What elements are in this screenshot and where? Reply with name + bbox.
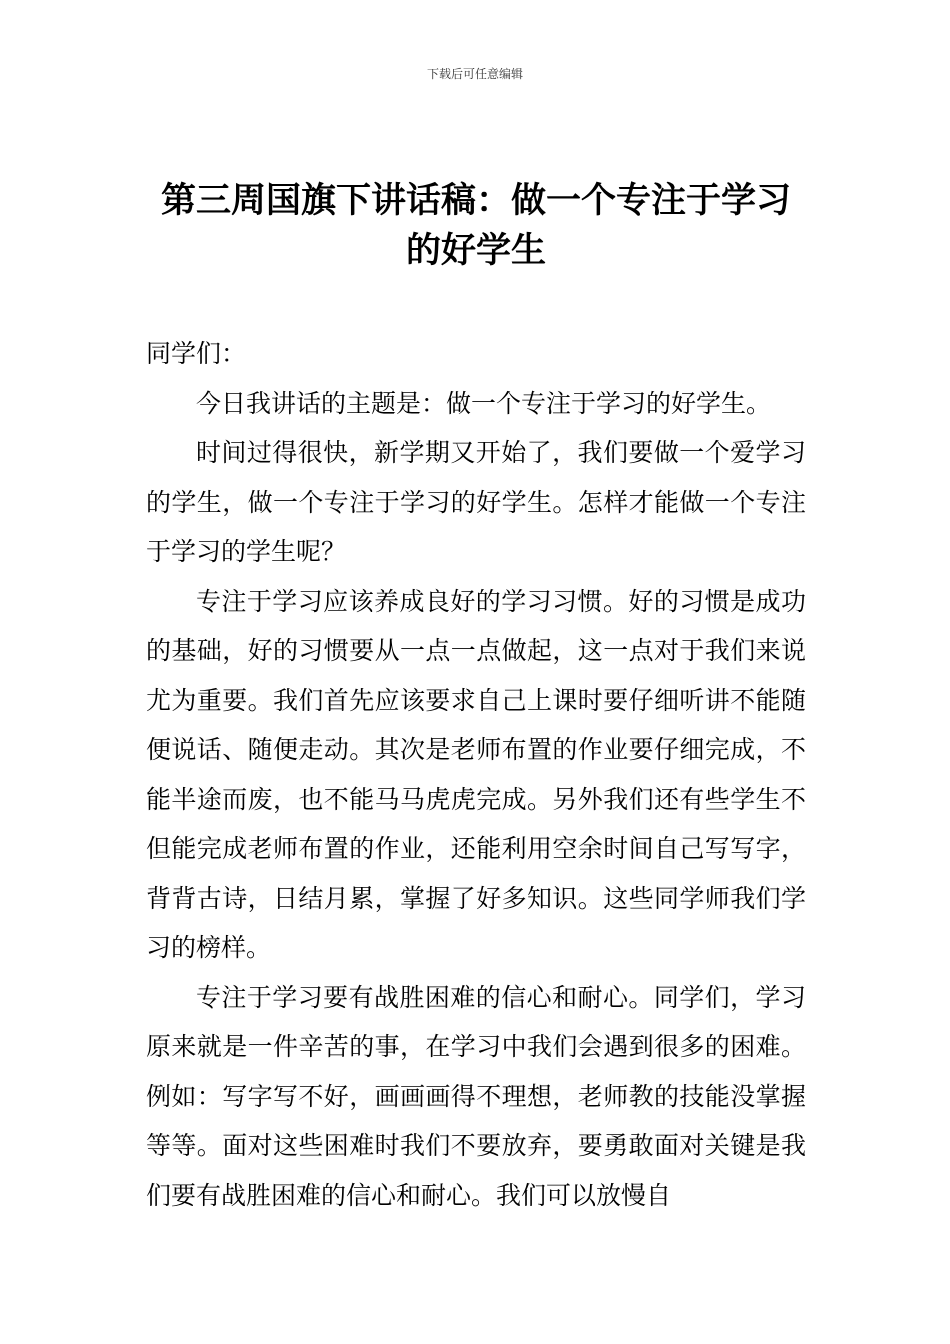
title-line-1: 第三周国旗下讲话稿：做一个专注于学习 (160, 180, 791, 221)
document-body (146, 329, 806, 1220)
document-title (146, 176, 806, 276)
title-line-2: 的好学生 (405, 230, 546, 271)
header-note: 下载后可任意编辑 (426, 67, 523, 81)
paragraph-3: 专注于学习应该养成良好的学习习惯。好的习惯是成功的基础，好的习惯要从一点一点做起，这一点对于我们来说尤为重要。我们首先应该要求自己上课时要仔细听讲不能随便说话、随便走动。其次是老师布置的作业要仔细完成，不能半途而废，也不能马马虎虎完成。另外我们还有些学生不但能完成老师布置的作业，还能利用空余时间自己写写字，背背古诗，日结月累，掌握了好多知识。这些同学师我们学习的榜样。 (146, 586, 806, 962)
paragraph-4: 专注于学习要有战胜困难的信心和耐心。同学们，学习原来就是一件辛苦的事，在学习中我们会遇到很多的困难。例如：写字写不好，画画画得不理想，老师教的技能没掌握等等。面对这些困难时我们不要放弃，要勇敢面对关键是我们要有战胜困难的信心和耐心。我们可以放慢自 (146, 982, 806, 1210)
paragraph-2: 时间过得很快，新学期又开始了，我们要做一个爱学习的学生，做一个专注于学习的好学生。怎样才能做一个专注于学习的学生呢？ (146, 438, 806, 566)
salutation: 同学们： (146, 339, 247, 368)
paragraph-1: 今日我讲话的主题是：做一个专注于学习的好学生。 (196, 388, 772, 418)
